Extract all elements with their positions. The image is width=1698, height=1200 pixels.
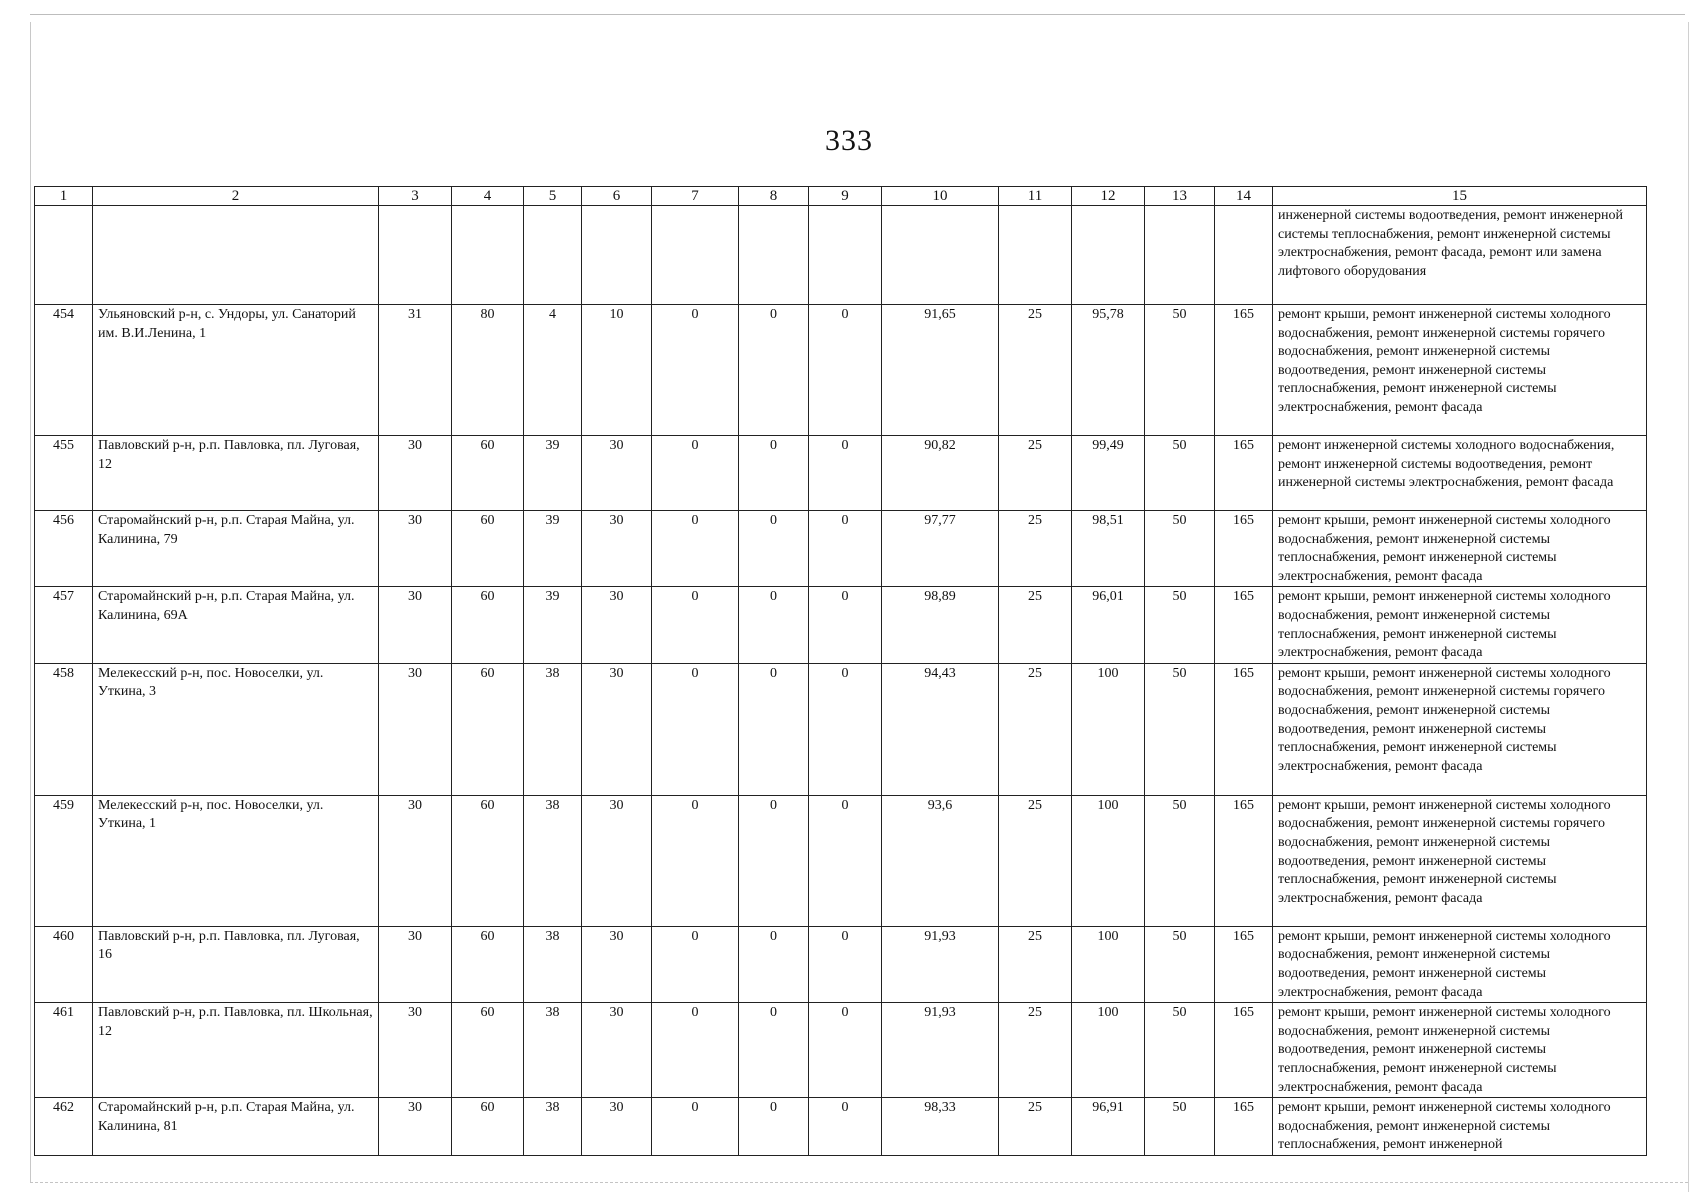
cell-c7: 0 <box>652 1003 739 1098</box>
cell-c8: 0 <box>739 663 809 795</box>
cell-c11: 25 <box>999 436 1072 511</box>
cell-c7: 0 <box>652 305 739 436</box>
cell-c6: 30 <box>582 436 652 511</box>
cell-c13: 50 <box>1145 1003 1215 1098</box>
cell-c12: 99,49 <box>1072 436 1145 511</box>
col-header: 5 <box>524 187 582 206</box>
col-header: 10 <box>882 187 999 206</box>
cell-c4: 60 <box>452 926 524 1002</box>
cell-c3: 30 <box>379 663 452 795</box>
cell-c11: 25 <box>999 663 1072 795</box>
scan-border-top <box>30 14 1685 15</box>
cell-c10: 94,43 <box>882 663 999 795</box>
cell-c11: 25 <box>999 587 1072 663</box>
cell-c9: 0 <box>809 926 882 1002</box>
cell-c14: 165 <box>1215 926 1273 1002</box>
table-row <box>35 436 1647 511</box>
col-header: 2 <box>93 187 379 206</box>
row-address <box>93 206 379 305</box>
cell-c4: 60 <box>452 1003 524 1098</box>
cell-c13: 50 <box>1145 436 1215 511</box>
cell-c10: 91,65 <box>882 305 999 436</box>
table-row <box>35 511 1647 587</box>
cell-c12: 100 <box>1072 926 1145 1002</box>
cell-c6: 30 <box>582 663 652 795</box>
scan-border-bottom <box>30 1182 1688 1183</box>
table-row <box>35 926 1647 1002</box>
cell-c11: 25 <box>999 795 1072 926</box>
cell-c13: 50 <box>1145 305 1215 436</box>
cell-c8: 0 <box>739 305 809 436</box>
cell-c12: 95,78 <box>1072 305 1145 436</box>
cell-c5: 4 <box>524 305 582 436</box>
col-header: 3 <box>379 187 452 206</box>
cell-c8: 0 <box>739 1098 809 1156</box>
cell-c5: 38 <box>524 663 582 795</box>
cell-c6: 30 <box>582 795 652 926</box>
cell-c13 <box>1145 206 1215 305</box>
table-row <box>35 663 1647 795</box>
table-row <box>35 1003 1647 1098</box>
table-row <box>35 305 1647 436</box>
row-works: ремонт крыши, ремонт инженерной системы холодного водоснабжения, ремонт инженерной системы горячего водоснабжения, ремонт инженерной системы водоотведения, ремонт инженерной системы теплоснабжения, ремонт инженерной системы электроснабжения, ремонт фасада <box>1273 305 1647 436</box>
row-number: 458 <box>35 663 93 795</box>
cell-c9: 0 <box>809 1003 882 1098</box>
row-address: Старомайнский р-н, р.п. Старая Майна, ул. Калинина, 69А <box>93 587 379 663</box>
cell-c3: 30 <box>379 795 452 926</box>
cell-c4: 60 <box>452 511 524 587</box>
cell-c14: 165 <box>1215 436 1273 511</box>
row-number: 455 <box>35 436 93 511</box>
cell-c5: 38 <box>524 1003 582 1098</box>
col-header: 11 <box>999 187 1072 206</box>
row-works: ремонт инженерной системы холодного водоснабжения, ремонт инженерной системы водоотведения, ремонт инженерной системы электроснабжения, ремонт фасада <box>1273 436 1647 511</box>
cell-c10: 91,93 <box>882 926 999 1002</box>
cell-c10: 91,93 <box>882 1003 999 1098</box>
cell-c10: 98,33 <box>882 1098 999 1156</box>
col-header: 7 <box>652 187 739 206</box>
col-header: 1 <box>35 187 93 206</box>
cell-c10 <box>882 206 999 305</box>
cell-c12 <box>1072 206 1145 305</box>
row-address: Мелекесский р-н, пос. Новоселки, ул. Уткина, 3 <box>93 663 379 795</box>
repair-program-table <box>34 186 1647 1156</box>
cell-c11 <box>999 206 1072 305</box>
cell-c3: 30 <box>379 926 452 1002</box>
col-header: 15 <box>1273 187 1647 206</box>
row-address: Павловский р-н, р.п. Павловка, пл. Школьная, 12 <box>93 1003 379 1098</box>
cell-c9: 0 <box>809 1098 882 1156</box>
row-number: 457 <box>35 587 93 663</box>
table-row <box>35 795 1647 926</box>
cell-c3: 31 <box>379 305 452 436</box>
cell-c14: 165 <box>1215 1003 1273 1098</box>
cell-c11: 25 <box>999 1098 1072 1156</box>
row-works: ремонт крыши, ремонт инженерной системы холодного водоснабжения, ремонт инженерной системы горячего водоснабжения, ремонт инженерной системы водоотведения, ремонт инженерной системы теплоснабжения, ремонт инженерной системы электроснабжения, ремонт фасада <box>1273 663 1647 795</box>
cell-c12: 96,01 <box>1072 587 1145 663</box>
cell-c14 <box>1215 206 1273 305</box>
cell-c14: 165 <box>1215 663 1273 795</box>
cell-c5 <box>524 206 582 305</box>
cell-c9: 0 <box>809 511 882 587</box>
row-number: 462 <box>35 1098 93 1156</box>
row-number <box>35 206 93 305</box>
cell-c9: 0 <box>809 663 882 795</box>
cell-c4 <box>452 206 524 305</box>
cell-c9: 0 <box>809 587 882 663</box>
row-address: Старомайнский р-н, р.п. Старая Майна, ул. Калинина, 81 <box>93 1098 379 1156</box>
cell-c5: 39 <box>524 436 582 511</box>
cell-c6: 30 <box>582 1003 652 1098</box>
cell-c7 <box>652 206 739 305</box>
row-works: ремонт крыши, ремонт инженерной системы холодного водоснабжения, ремонт инженерной системы водоотведения, ремонт инженерной системы электроснабжения, ремонт фасада <box>1273 926 1647 1002</box>
cell-c10: 90,82 <box>882 436 999 511</box>
cell-c6: 30 <box>582 926 652 1002</box>
row-address: Мелекесский р-н, пос. Новоселки, ул. Уткина, 1 <box>93 795 379 926</box>
cell-c11: 25 <box>999 926 1072 1002</box>
table-row <box>35 1098 1647 1156</box>
row-address: Ульяновский р-н, с. Ундоры, ул. Санаторий им. В.И.Ленина, 1 <box>93 305 379 436</box>
cell-c7: 0 <box>652 663 739 795</box>
cell-c4: 60 <box>452 1098 524 1156</box>
cell-c14: 165 <box>1215 795 1273 926</box>
row-address: Павловский р-н, р.п. Павловка, пл. Луговая, 16 <box>93 926 379 1002</box>
cell-c4: 60 <box>452 587 524 663</box>
cell-c13: 50 <box>1145 663 1215 795</box>
cell-c9: 0 <box>809 305 882 436</box>
row-number: 460 <box>35 926 93 1002</box>
cell-c9 <box>809 206 882 305</box>
row-works: ремонт крыши, ремонт инженерной системы холодного водоснабжения, ремонт инженерной системы теплоснабжения, ремонт инженерной системы электроснабжения, ремонт фасада <box>1273 511 1647 587</box>
cell-c3: 30 <box>379 587 452 663</box>
cell-c8: 0 <box>739 587 809 663</box>
row-number: 454 <box>35 305 93 436</box>
cell-c10: 93,6 <box>882 795 999 926</box>
cell-c3: 30 <box>379 511 452 587</box>
cell-c12: 98,51 <box>1072 511 1145 587</box>
cell-c13: 50 <box>1145 511 1215 587</box>
scan-border-right <box>1688 22 1689 1192</box>
cell-c6: 30 <box>582 511 652 587</box>
cell-c14: 165 <box>1215 305 1273 436</box>
cell-c3 <box>379 206 452 305</box>
cell-c6: 10 <box>582 305 652 436</box>
cell-c12: 100 <box>1072 1003 1145 1098</box>
cell-c4: 60 <box>452 795 524 926</box>
row-address: Павловский р-н, р.п. Павловка, пл. Луговая, 12 <box>93 436 379 511</box>
table-row <box>35 587 1647 663</box>
col-header: 14 <box>1215 187 1273 206</box>
row-works: инженерной системы водоотведения, ремонт инженерной системы теплоснабжения, ремонт инженерной системы электроснабжения, ремонт фасада, ремонт или замена лифтового оборудования <box>1273 206 1647 305</box>
row-works: ремонт крыши, ремонт инженерной системы холодного водоснабжения, ремонт инженерной системы водоотведения, ремонт инженерной системы теплоснабжения, ремонт инженерной системы электроснабжения, ремонт фасада <box>1273 1003 1647 1098</box>
cell-c7: 0 <box>652 926 739 1002</box>
cell-c10: 98,89 <box>882 587 999 663</box>
cell-c13: 50 <box>1145 1098 1215 1156</box>
cell-c4: 80 <box>452 305 524 436</box>
col-header: 12 <box>1072 187 1145 206</box>
cell-c12: 96,91 <box>1072 1098 1145 1156</box>
cell-c3: 30 <box>379 1003 452 1098</box>
cell-c7: 0 <box>652 1098 739 1156</box>
cell-c13: 50 <box>1145 587 1215 663</box>
cell-c3: 30 <box>379 1098 452 1156</box>
row-number: 459 <box>35 795 93 926</box>
cell-c14: 165 <box>1215 511 1273 587</box>
cell-c8: 0 <box>739 795 809 926</box>
cell-c4: 60 <box>452 663 524 795</box>
cell-c9: 0 <box>809 795 882 926</box>
table-row <box>35 206 1647 305</box>
cell-c8: 0 <box>739 436 809 511</box>
cell-c14: 165 <box>1215 1098 1273 1156</box>
row-address: Старомайнский р-н, р.п. Старая Майна, ул. Калинина, 79 <box>93 511 379 587</box>
cell-c7: 0 <box>652 511 739 587</box>
row-works: ремонт крыши, ремонт инженерной системы холодного водоснабжения, ремонт инженерной системы теплоснабжения, ремонт инженерной <box>1273 1098 1647 1156</box>
cell-c12: 100 <box>1072 795 1145 926</box>
cell-c3: 30 <box>379 436 452 511</box>
cell-c5: 39 <box>524 511 582 587</box>
cell-c7: 0 <box>652 795 739 926</box>
cell-c6 <box>582 206 652 305</box>
cell-c5: 38 <box>524 1098 582 1156</box>
col-header: 13 <box>1145 187 1215 206</box>
cell-c14: 165 <box>1215 587 1273 663</box>
cell-c5: 38 <box>524 795 582 926</box>
cell-c8: 0 <box>739 511 809 587</box>
cell-c11: 25 <box>999 1003 1072 1098</box>
row-number: 461 <box>35 1003 93 1098</box>
cell-c5: 39 <box>524 587 582 663</box>
page-number: 333 <box>825 124 873 157</box>
cell-c6: 30 <box>582 587 652 663</box>
row-works: ремонт крыши, ремонт инженерной системы холодного водоснабжения, ремонт инженерной системы горячего водоснабжения, ремонт инженерной системы водоотведения, ремонт инженерной системы теплоснабжения, ремонт инженерной системы электроснабжения, ремонт фасада <box>1273 795 1647 926</box>
cell-c8 <box>739 206 809 305</box>
cell-c8: 0 <box>739 926 809 1002</box>
cell-c5: 38 <box>524 926 582 1002</box>
cell-c11: 25 <box>999 305 1072 436</box>
col-header: 8 <box>739 187 809 206</box>
cell-c8: 0 <box>739 1003 809 1098</box>
cell-c6: 30 <box>582 1098 652 1156</box>
column-numbers-row <box>35 187 1647 206</box>
row-works: ремонт крыши, ремонт инженерной системы холодного водоснабжения, ремонт инженерной системы теплоснабжения, ремонт инженерной системы электроснабжения, ремонт фасада <box>1273 587 1647 663</box>
cell-c11: 25 <box>999 511 1072 587</box>
cell-c13: 50 <box>1145 926 1215 1002</box>
cell-c10: 97,77 <box>882 511 999 587</box>
cell-c9: 0 <box>809 436 882 511</box>
cell-c4: 60 <box>452 436 524 511</box>
col-header: 9 <box>809 187 882 206</box>
cell-c7: 0 <box>652 436 739 511</box>
col-header: 6 <box>582 187 652 206</box>
row-number: 456 <box>35 511 93 587</box>
scan-border-left <box>30 22 31 1182</box>
col-header: 4 <box>452 187 524 206</box>
cell-c7: 0 <box>652 587 739 663</box>
cell-c13: 50 <box>1145 795 1215 926</box>
cell-c12: 100 <box>1072 663 1145 795</box>
